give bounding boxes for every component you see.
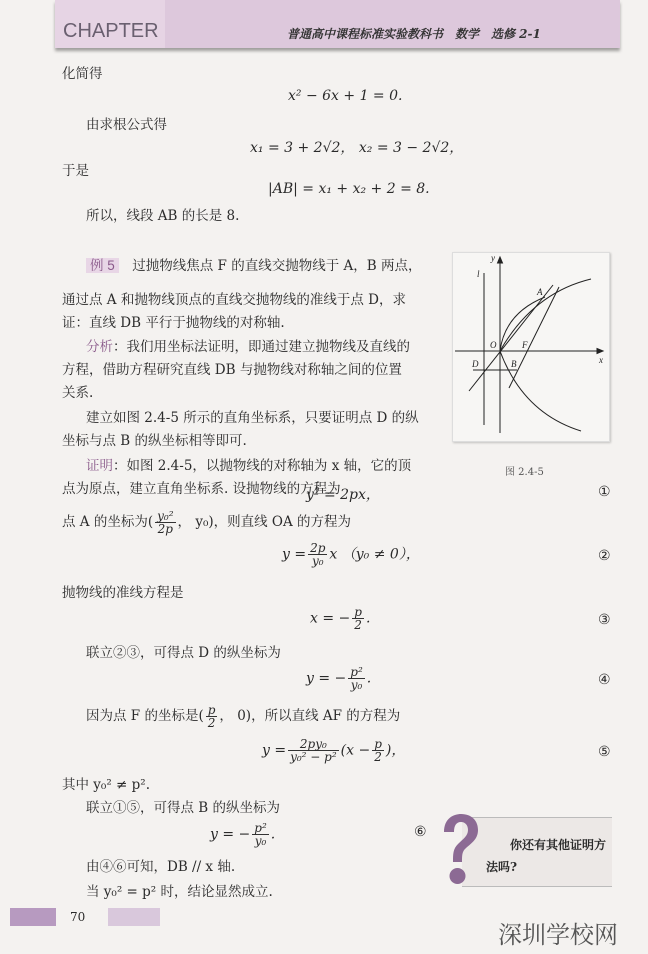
label-D: D (472, 359, 479, 369)
eq-number: ④ (598, 672, 611, 688)
text-line: 抛物线的准线方程是 (62, 585, 184, 601)
numerator: p (207, 703, 216, 717)
think-text: 法吗? (486, 860, 518, 874)
numerator: p (354, 605, 362, 619)
equation-1: y² = 2px， (306, 487, 380, 503)
text: x = − (310, 610, 351, 627)
text: . (365, 610, 371, 627)
text-line: 联立②③，可得点 D 的纵坐标为 (86, 645, 281, 661)
label-F: F (522, 340, 528, 350)
parabola-curve (500, 279, 591, 431)
text-line: 由④⑥可知，DB // x 轴. (86, 859, 236, 875)
text-line: 联立①⑤，可得点 B 的纵坐标为 (86, 800, 281, 816)
label-A: A (537, 287, 543, 297)
numerator: 2py₀ (288, 738, 339, 751)
numerator: y₀² (157, 509, 174, 523)
text-line: 坐标与点 B 的纵坐标相等即可. (62, 433, 247, 449)
denominator: 2 (207, 716, 216, 730)
text-line: 关系. (62, 385, 94, 401)
text: 点 A 的坐标为 (62, 514, 148, 530)
text: (x − (340, 742, 371, 759)
denominator: 2p (157, 522, 173, 536)
page-number: 70 (70, 910, 86, 924)
question-mark-icon (440, 812, 480, 888)
equation-3 (310, 606, 370, 631)
equation-5 (262, 738, 405, 763)
fraction (252, 822, 269, 847)
analysis-line (86, 335, 410, 355)
text: ， y₀)，则直线 OA 的方程为 (177, 514, 352, 530)
text-line: 建立如图 2.4-5 所示的直角坐标系，只要证明点 D 的纵 (86, 410, 419, 426)
analysis-label: 分析 (86, 339, 113, 354)
think-text: 你还有其他证明方 (510, 838, 607, 852)
text-line: 于是 (62, 163, 89, 179)
denominator: y₀² − p² (290, 750, 337, 764)
numerator: 2p (310, 541, 326, 555)
label-l: l (477, 269, 480, 279)
text: ， 0)，所以直线 AF 的方程为 (219, 708, 401, 724)
label-B: B (511, 359, 517, 369)
text-line: 点为原点，建立直角坐标系. 设抛物线的方程为 (62, 481, 341, 497)
figure-2-4-5 (452, 252, 610, 442)
text: y = (262, 742, 287, 759)
text-line: 点 A 的坐标为( $\frac{\text{y₀²}}{2p}$ ， y₀)，则直线 OA 的方程为 (62, 509, 352, 536)
proof-line (86, 454, 411, 474)
denominator: 2 (354, 618, 362, 632)
text-line: 由求根公式得 (86, 117, 167, 133)
text-line: 所以，线段 AB 的长是 8. (86, 208, 240, 224)
equation-2 (282, 542, 420, 567)
numerator: p (374, 737, 382, 751)
eq-number: ① (598, 484, 611, 500)
text-line: 通过点 A 和抛物线顶点的直线交抛物线的准线于点 D，求 (62, 292, 406, 308)
y-arrow (498, 257, 503, 263)
numerator: p² (254, 821, 267, 835)
numerator: p² (350, 665, 363, 679)
text: y = − (210, 826, 251, 843)
eq-number: ⑥ (414, 824, 427, 840)
label-O: O (490, 340, 497, 350)
example-line (86, 254, 421, 274)
text-line: 化简得 (62, 66, 103, 82)
text-line: 其中 y₀² ≠ p². (62, 777, 150, 793)
denominator: 2 (374, 750, 382, 764)
text-line: 证：直线 DB 平行于抛物线的对称轴. (62, 315, 285, 331)
fraction (348, 666, 365, 691)
fraction (206, 704, 218, 729)
proof-label: 证明 (86, 458, 113, 473)
denominator: y₀ (311, 554, 324, 568)
text-line: 因为点 F 的坐标是( $\frac{p}{2}$ ， 0)，所以直线 AF 的方程为 (86, 703, 401, 730)
eq-number: ⑤ (598, 744, 611, 760)
text: y = − (306, 670, 347, 687)
chapter-header (55, 0, 620, 48)
denominator: y₀ (350, 678, 363, 692)
x-arrow (597, 349, 603, 354)
text-line: 当 y₀² = p² 时，结论显然成立. (86, 884, 273, 900)
text: )， (385, 742, 406, 759)
fraction (308, 542, 327, 567)
text: . (270, 826, 276, 843)
label-y: y (491, 253, 495, 263)
text: y = (282, 546, 307, 563)
footer-bar (108, 908, 160, 926)
equation: |AB| = x₁ + x₂ + 2 = 8. (268, 181, 430, 197)
text: . (366, 670, 372, 687)
equation-6 (210, 822, 275, 847)
equation: x² − 6x + 1 = 0. (288, 88, 403, 104)
fraction (372, 738, 384, 763)
footer-bar (10, 908, 56, 926)
fraction (352, 606, 364, 631)
chapter-label: CHAPTER (63, 20, 159, 42)
parabola-diagram (453, 253, 609, 441)
fraction (288, 738, 339, 763)
figure-caption: 图 2.4-5 (505, 467, 544, 478)
label-x: x (599, 355, 603, 365)
book-title: 普通高中课程标准实验教科书 数学 选修 2-1 (287, 27, 541, 41)
text: 因为点 F 的坐标是 (86, 708, 199, 724)
fraction (155, 510, 175, 535)
equation-4 (306, 666, 371, 691)
text: 过抛物线焦点 F 的直线交抛物线于 A，B 两点， (132, 258, 422, 274)
text: ：我们用坐标法证明，即通过建立抛物线及直线的 (113, 339, 410, 355)
text-line: 方程，借助方程研究直线 DB 与抛物线对称轴之间的位置 (62, 362, 402, 378)
example-label: 例 5 (86, 258, 119, 273)
text: ：如图 2.4-5，以抛物线的对称轴为 x 轴，它的顶 (113, 458, 412, 474)
chapter-tab (55, 0, 165, 48)
text: x （y₀ ≠ 0）， (329, 546, 420, 563)
denominator: y₀ (254, 834, 267, 848)
eq-number: ② (598, 548, 611, 564)
watermark: 深圳学校网 (498, 921, 618, 949)
eq-number: ③ (598, 612, 611, 628)
equation: x₁ = 3 + 2√2， x₂ = 3 − 2√2， (250, 140, 464, 156)
